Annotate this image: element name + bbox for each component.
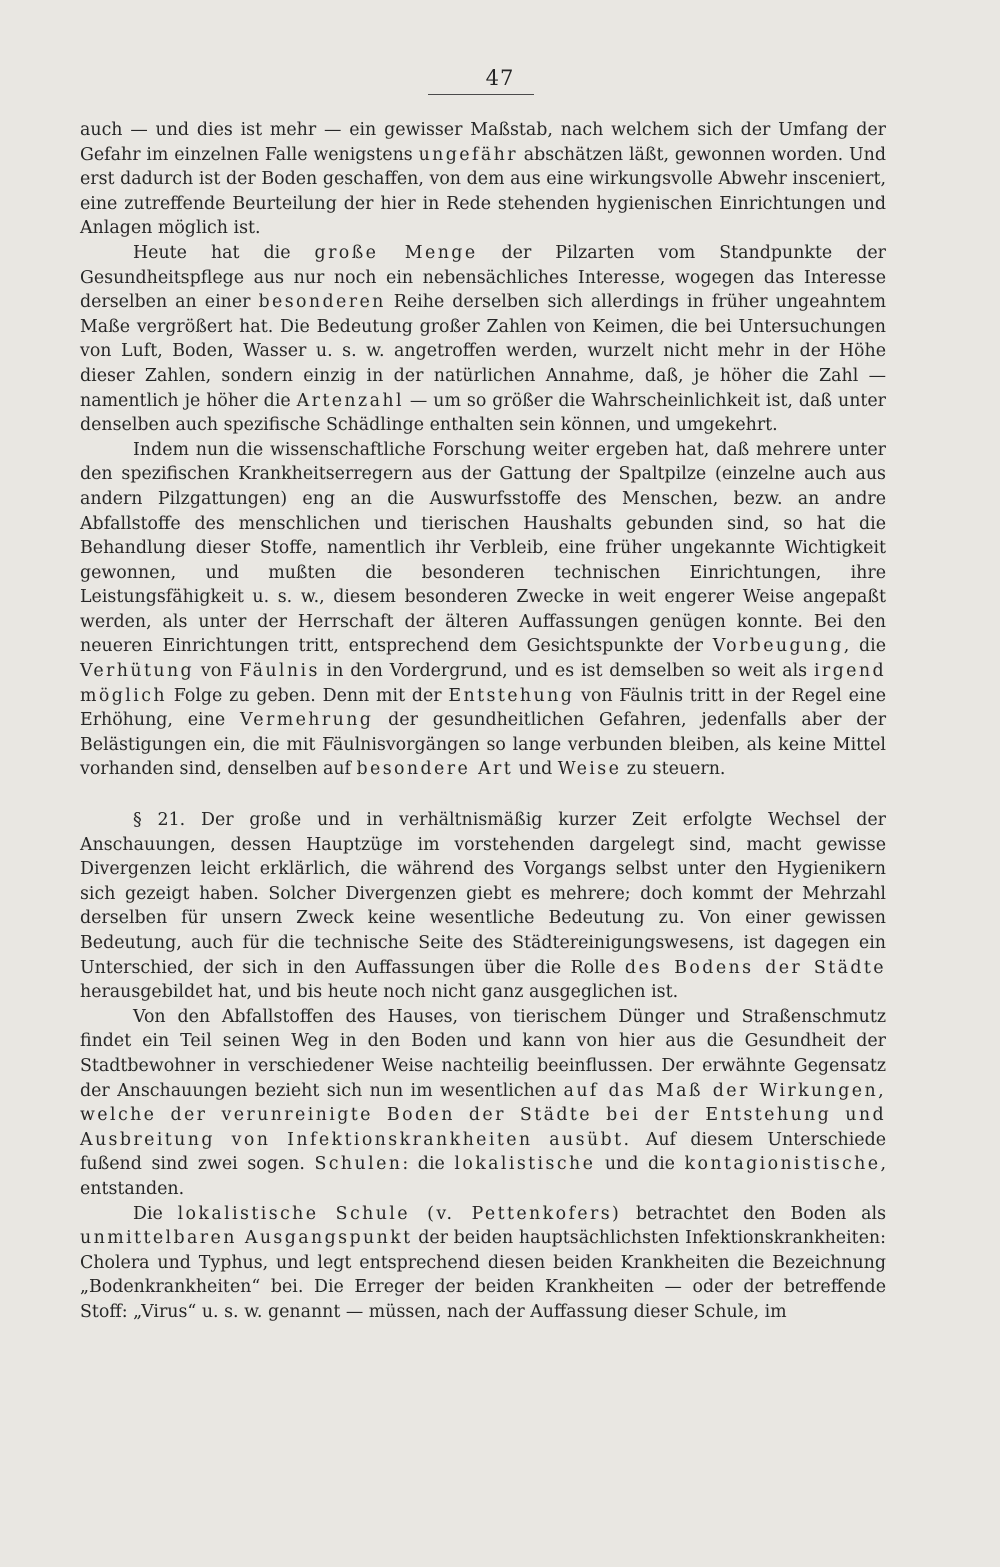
text-segment: § 21. Der große und in verhältnismäßig kurzer Zeit erfolgte Wechsel der Anschauungen, dessen Hauptzüge im vorstehenden dargelegt sind, macht gewisse Divergenzen leicht erklärlich, die während des Vorgangs selbst unter den Hygienikern sich gezeigt haben. Solcher Divergenzen giebt es mehrere; doch kommt der Mehrzahl derselben für unsern Zweck keine wesentliche Bedeutung zu. Von einer gewissen Bedeutung, auch für die technische Seite des Städtereinigungswesens, ist dagegen ein Unterschied, der sich in den Auffassungen über die Rolle (80, 810, 886, 978)
spaced-emphasis-text: Weise (557, 759, 622, 780)
text-segment: Auf diesem Unterschiede fußend sind zwei sogen. (80, 1129, 886, 1175)
text-segment: herausgebildet hat, und bis heute noch nicht ganz ausgeglichen ist. (80, 982, 679, 1003)
spaced-emphasis-text: Schulen (314, 1154, 403, 1175)
text-segment: Heute hat die (133, 242, 315, 263)
text-segment: und (513, 759, 558, 780)
paragraph (80, 1202, 886, 1325)
text-segment: der gesundheitlichen Gefahren, jedenfalls aber der Belästigungen ein, die mit Fäulnisvorgängen so lange verbunden bleiben, als keine Mittel vorhanden sind, denselben auf (80, 710, 887, 780)
paragraph (80, 808, 886, 1005)
text-segment: , die (843, 636, 886, 657)
text-segment: von (194, 661, 240, 682)
text-segment: Die (133, 1203, 178, 1224)
text-segment: Indem nun die wissenschaftliche Forschung weiter ergeben hat, daß mehrere unter den spezifischen Krankheitserregern aus der Gattung der Spaltpilze (einzelne auch aus andern Pilzgattungen) eng an die Auswurfsstoffe des Menschen, bezw. an andre Abfallstoffe des menschlichen und tierischen Haushalts gebunden sind, so hat die Behandlung dieser Stoffe, namentlich ihr Verbleib, eine früher ungekannte Wichtigkeit gewonnen, und mußten die besonderen technischen Einrichtungen, ihre Leistungsfähigkeit u. s. w., diesem besonderen Zwecke in weit engerer Weise angepaßt werden, als unter der Herrschaft der älteren Auffassungen genügen konnte. Bei den neueren Einrichtungen tritt, entsprechend dem Gesichtspunkte der (80, 439, 886, 657)
text-segment: , entstanden. (80, 1154, 886, 1199)
paragraph (80, 1005, 886, 1202)
spaced-emphasis-text: ungefähr (418, 144, 518, 165)
spaced-emphasis-text: des Bodens der Städte (624, 957, 886, 978)
spaced-emphasis-text: lokalistische (454, 1154, 596, 1175)
paragraph (80, 438, 886, 782)
text-segment: auch — und dies ist mehr — ein gewisser Maßstab, nach welchem sich der Umfang der Gefahr im einzelnen Falle wenigstens (80, 120, 886, 165)
spaced-emphasis-text: besondere Art (356, 759, 514, 780)
spaced-emphasis-text: unmittelbaren Ausgangspunkt (80, 1228, 413, 1249)
spaced-emphasis-text: lokalistische Schule (v. Pettenkofers) (177, 1203, 622, 1224)
text-segment: der Pilzarten vom Standpunkte der Gesundheitspflege aus nur noch ein nebensächliches Interesse, wogegen das Interesse derselben an einer (80, 242, 886, 313)
spaced-emphasis-text: Entstehung (448, 685, 575, 706)
header-rule (428, 94, 534, 95)
text-segment: Von den Abfallstoffen des Hauses, von tierischem Dünger und Straßenschmutz findet ein Teil seinen Weg in den Boden und kann von hier aus die Gesundheit der Stadtbewohner in verschiedener Weise nachteilig beeinflussen. Der erwähnte Gegensatz der Anschauungen bezieht sich nun im wesentlichen (80, 1006, 886, 1101)
body-text (80, 118, 886, 1325)
spaced-emphasis-text: Artenzahl (296, 390, 404, 411)
text-segment: betrachtet den Boden als (621, 1203, 886, 1224)
text-segment: in den Vordergrund, und es ist demselben so weit als (319, 661, 814, 682)
spaced-emphasis-text: irgend möglich (80, 661, 886, 706)
text-segment: Folge zu geben. Denn mit der (166, 685, 449, 706)
text-segment: abschätzen läßt, gewonnen worden. Und erst dadurch ist der Boden geschaffen, von dem aus eine wirkungsvolle Abwehr insceniert, eine zutreffende Beurteilung der hier in Rede stehenden hygienischen Einrichtungen und Anlagen möglich ist. (80, 144, 886, 239)
paragraph (80, 241, 886, 438)
spaced-emphasis-text: Fäulnis (239, 661, 320, 682)
text-segment: : die (402, 1154, 455, 1175)
spaced-emphasis-text: besonderen (258, 292, 386, 313)
text-segment: Reihe derselben sich allerdings in früher ungeahntem Maße vergrößert hat. Die Bedeutung großer Zahlen von Keimen, die bei Untersuchungen von Luft, Boden, Wasser u. s. w. angetroffen werden, wurzelt nicht mehr in der Höhe dieser Zahlen, sondern einzig in der natürlichen Annahme, daß, je höher die Zahl — namentlich je höher die (80, 292, 886, 411)
spaced-emphasis-text: auf das Maß der Wirkungen, welche der verunreinigte Boden der Städte bei der Entstehung und Ausbreitung von Infektionskrankheiten ausübt. (80, 1080, 887, 1150)
text-segment: — um so größer die Wahrscheinlichkeit ist, daß unter denselben auch spezifische Schädlinge enthalten sein können, und umgekehrt. (80, 390, 886, 436)
spaced-emphasis-text: Vorbeugung (712, 636, 844, 657)
text-segment: der beiden hauptsächlichsten Infektionskrankheiten: Cholera und Typhus, und legt entsprechend diesen beiden Krankheiten die Bezeichnung „Bodenkrankheiten“ bei. Die Erreger der beiden Krankheiten — oder der betreffende Stoff: „Virus“ u. s. w. genannt — müssen, nach der Auffassung dieser Schule, im (80, 1228, 886, 1322)
text-segment: zu steuern. (621, 759, 726, 780)
spaced-emphasis-text: kontagionistische (684, 1154, 881, 1175)
text-segment: und die (595, 1154, 685, 1175)
paragraph (80, 118, 886, 241)
text-segment: von Fäulnis tritt in der Regel eine Erhöhung, eine (80, 685, 886, 731)
spaced-emphasis-text: große Menge (314, 242, 478, 263)
spaced-emphasis-text: Verhütung (80, 661, 195, 682)
page-number: 47 (485, 66, 515, 90)
spaced-emphasis-text: Vermehrung (239, 710, 374, 731)
